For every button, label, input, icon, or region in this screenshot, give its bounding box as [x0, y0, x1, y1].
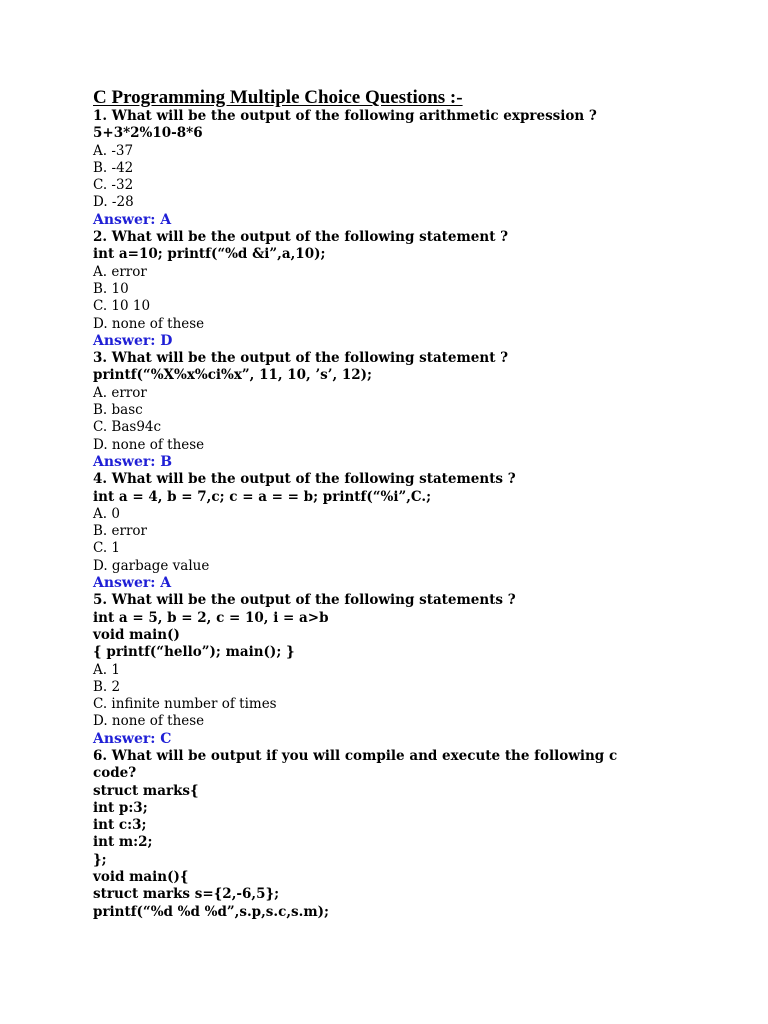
answer-key: Answer: C — [93, 730, 172, 747]
answer-option: C. infinite number of times — [93, 696, 277, 713]
question-text-line: 2. What will be the output of the following statement ? — [93, 229, 509, 246]
answer-option: B. 2 — [93, 678, 121, 695]
question-text-line: void main() — [93, 626, 180, 643]
answer-option: C. -32 — [93, 177, 134, 194]
answer-option: D. none of these — [93, 315, 205, 332]
question-text-line: void main(){ — [93, 869, 189, 886]
question-text-line: int p:3; — [93, 799, 148, 816]
question-text-line: { printf(“hello”); main(); } — [93, 644, 295, 661]
answer-option: A. -37 — [93, 142, 134, 159]
question-text-line: printf(“%X%x%ci%x”, 11, 10, ’s’, 12); — [93, 367, 373, 384]
document-page — [93, 86, 733, 921]
answer-option: C. Bas94c — [93, 419, 162, 436]
question-text-line: int m:2; — [93, 834, 153, 851]
question-text-line: }; — [93, 851, 107, 868]
answer-option: A. error — [93, 384, 147, 401]
answer-key: Answer: B — [93, 453, 173, 470]
answer-option: D. none of these — [93, 713, 205, 730]
answer-key: Answer: A — [93, 575, 172, 592]
question-list — [93, 108, 733, 921]
question-text-line: 3. What will be the output of the following statement ? — [93, 350, 509, 367]
answer-option: D. garbage value — [93, 557, 210, 574]
answer-option: A. error — [93, 263, 147, 280]
answer-option: A. 0 — [93, 505, 120, 522]
question-text-line: struct marks{ — [93, 782, 199, 799]
answer-option: C. 10 10 — [93, 298, 151, 315]
question-text-line: 5. What will be the output of the following statements ? — [93, 592, 516, 609]
question-text-line: int a = 5, b = 2, c = 10, i = a>b — [93, 609, 329, 626]
question-text-line: printf(“%d %d %d”,s.p,s.c,s.m); — [93, 903, 329, 920]
question-text-line: 1. What will be the output of the following arithmetic expression ? — [93, 108, 597, 124]
answer-option: D. none of these — [93, 436, 205, 453]
question-text-line: struct marks s={2,-6,5}; — [93, 886, 280, 903]
answer-key: Answer: A — [93, 211, 172, 228]
question-text-line: int c:3; — [93, 817, 147, 834]
question-text-line: code? — [93, 765, 137, 782]
question-text-line: 6. What will be output if you will compile and execute the following c — [93, 747, 618, 764]
question-text-line: int a=10; printf(“%d &i”,a,10); — [93, 246, 326, 263]
page-title: C Programming Multiple Choice Questions :- — [93, 87, 463, 108]
answer-key: Answer: D — [93, 332, 173, 349]
answer-option: B. 10 — [93, 280, 129, 297]
question-text-line: 4. What will be the output of the following statements ? — [93, 471, 516, 488]
answer-option: B. error — [93, 523, 147, 540]
answer-option: B. basc — [93, 402, 143, 419]
answer-option: A. 1 — [93, 661, 120, 678]
question-text-line: 5+3*2%10-8*6 — [93, 125, 203, 142]
answer-option: D. -28 — [93, 194, 134, 211]
answer-option: B. -42 — [93, 159, 134, 176]
question-text-line: int a = 4, b = 7,c; c = a = = b; printf(“%i”,C.; — [93, 488, 432, 505]
answer-option: C. 1 — [93, 540, 121, 557]
